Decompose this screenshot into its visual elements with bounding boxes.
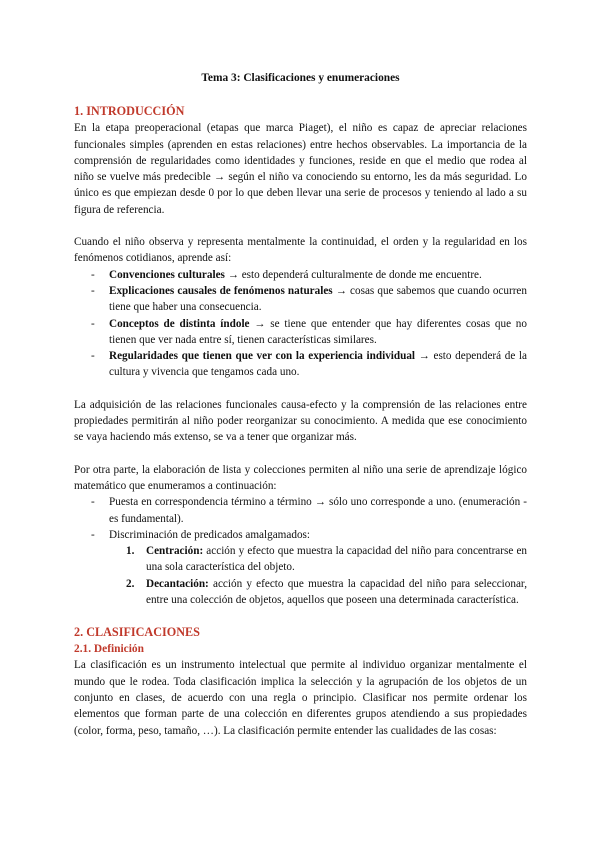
list-item: - Discriminación de predicados amalgamados: (74, 527, 527, 543)
list-item-term: Conceptos de distinta índole (109, 317, 250, 330)
list-item (74, 267, 527, 283)
list-item-term: Explicaciones causales de fenómenos naturales (109, 284, 333, 297)
list-item-term: Convenciones culturales (109, 268, 225, 281)
paragraph-intro-3: La adquisición de las relaciones funcionales causa-efecto y la comprensión de las relaciones entre propiedades permitirán al niño poder reorganizar su conocimiento. A medida que ese conocimiento se vaya haciendo más extenso, se va a tener que organizar más. (74, 398, 527, 444)
list-item-term: Regularidades que tienen que ver con la experiencia individual (109, 350, 416, 363)
paragraph-intro-1: En la etapa preoperacional (etapas que marca Piaget), el niño es capaz de apreciar relaciones funcionales simples (aprenden en estas relaciones) entre hechos observables. La importancia de la comprensión de regularidades como identidades y funciones, reside en que el medio que rodea al niño se vuelve más predecible → según el niño va conociendo su entorno, les da más seguridad. Lo único es que empiezan desde 0 por lo que deben llevar una serie de procesos y teniendo al lado a su figura de referencia. (74, 122, 527, 216)
list-item-text: → esto dependerá de la cultura y vivencia que tengamos cada uno. (109, 350, 527, 379)
learning-list (74, 267, 527, 381)
item-text: acción y efecto que muestra la capacidad del niño para seleccionar, entre una colección de objetos, aquellos que poseen una determinada característica. (146, 577, 527, 607)
list-item-text: → se tiene que entender que hay diferentes cosas que no tienen que ver nada entre sí, tienen características similares. (109, 317, 527, 346)
list-item: - Puesta en correspondencia término a término → sólo uno corresponde a uno. (enumeración - es fundamental). (74, 494, 527, 527)
list-item-text: → esto dependerá culturalmente de donde me encuentre. (224, 268, 482, 281)
document-page (74, 70, 527, 739)
list-item (74, 348, 527, 381)
paragraph-intro-2: Cuando el niño observa y representa mentalmente la continuidad, el orden y la regularidad en los fenómenos cotidianos, aprende así: (74, 236, 527, 265)
list-item-text: → cosas que sabemos que cuando ocurren tiene que haber una consecuencia. (109, 284, 527, 314)
paragraph-definicion: La clasificación es un instrumento intelectual que permite al individuo organizar mentalmente el mundo que le rodea. Toda clasificación implica la selección y la agrupación de los objetos de un conjunto en clases, de acuerdo con una regla o principio. Clasificar nos permite ordenar los elementos que forman parte de una colección en diferentes grupos atendiendo a sus propiedades (color, forma, peso, tamaño, …). La clasificación permite entender las cualidades de las cosas: (74, 659, 527, 737)
math-learning-list (74, 494, 527, 543)
numbered-sublist (74, 543, 527, 608)
paragraph-intro-4: Por otra parte, la elaboración de lista y colecciones permiten al niño una serie de aprendizaje lógico matemático que enumeramos a continuación: (74, 463, 527, 492)
page-title: Tema 3: Clasificaciones y enumeraciones (201, 72, 400, 84)
section-heading-clasificaciones: 2. CLASIFICACIONES (74, 625, 200, 640)
section-heading-introduccion: 1. INTRODUCCIÓN (74, 104, 185, 119)
numbered-item (74, 576, 527, 609)
item-number: 1. (126, 545, 135, 558)
item-number: 2. (126, 577, 135, 590)
item-term: Decantación: (146, 577, 209, 590)
subsection-heading-definicion: 2.1. Definición (74, 643, 144, 656)
list-item (74, 316, 527, 349)
numbered-item (74, 543, 527, 576)
item-term: Centración: (146, 545, 204, 558)
item-text: acción y efecto que muestra la capacidad del niño para concentrarse en una sola característica del objeto. (146, 545, 527, 574)
list-item (74, 283, 527, 316)
